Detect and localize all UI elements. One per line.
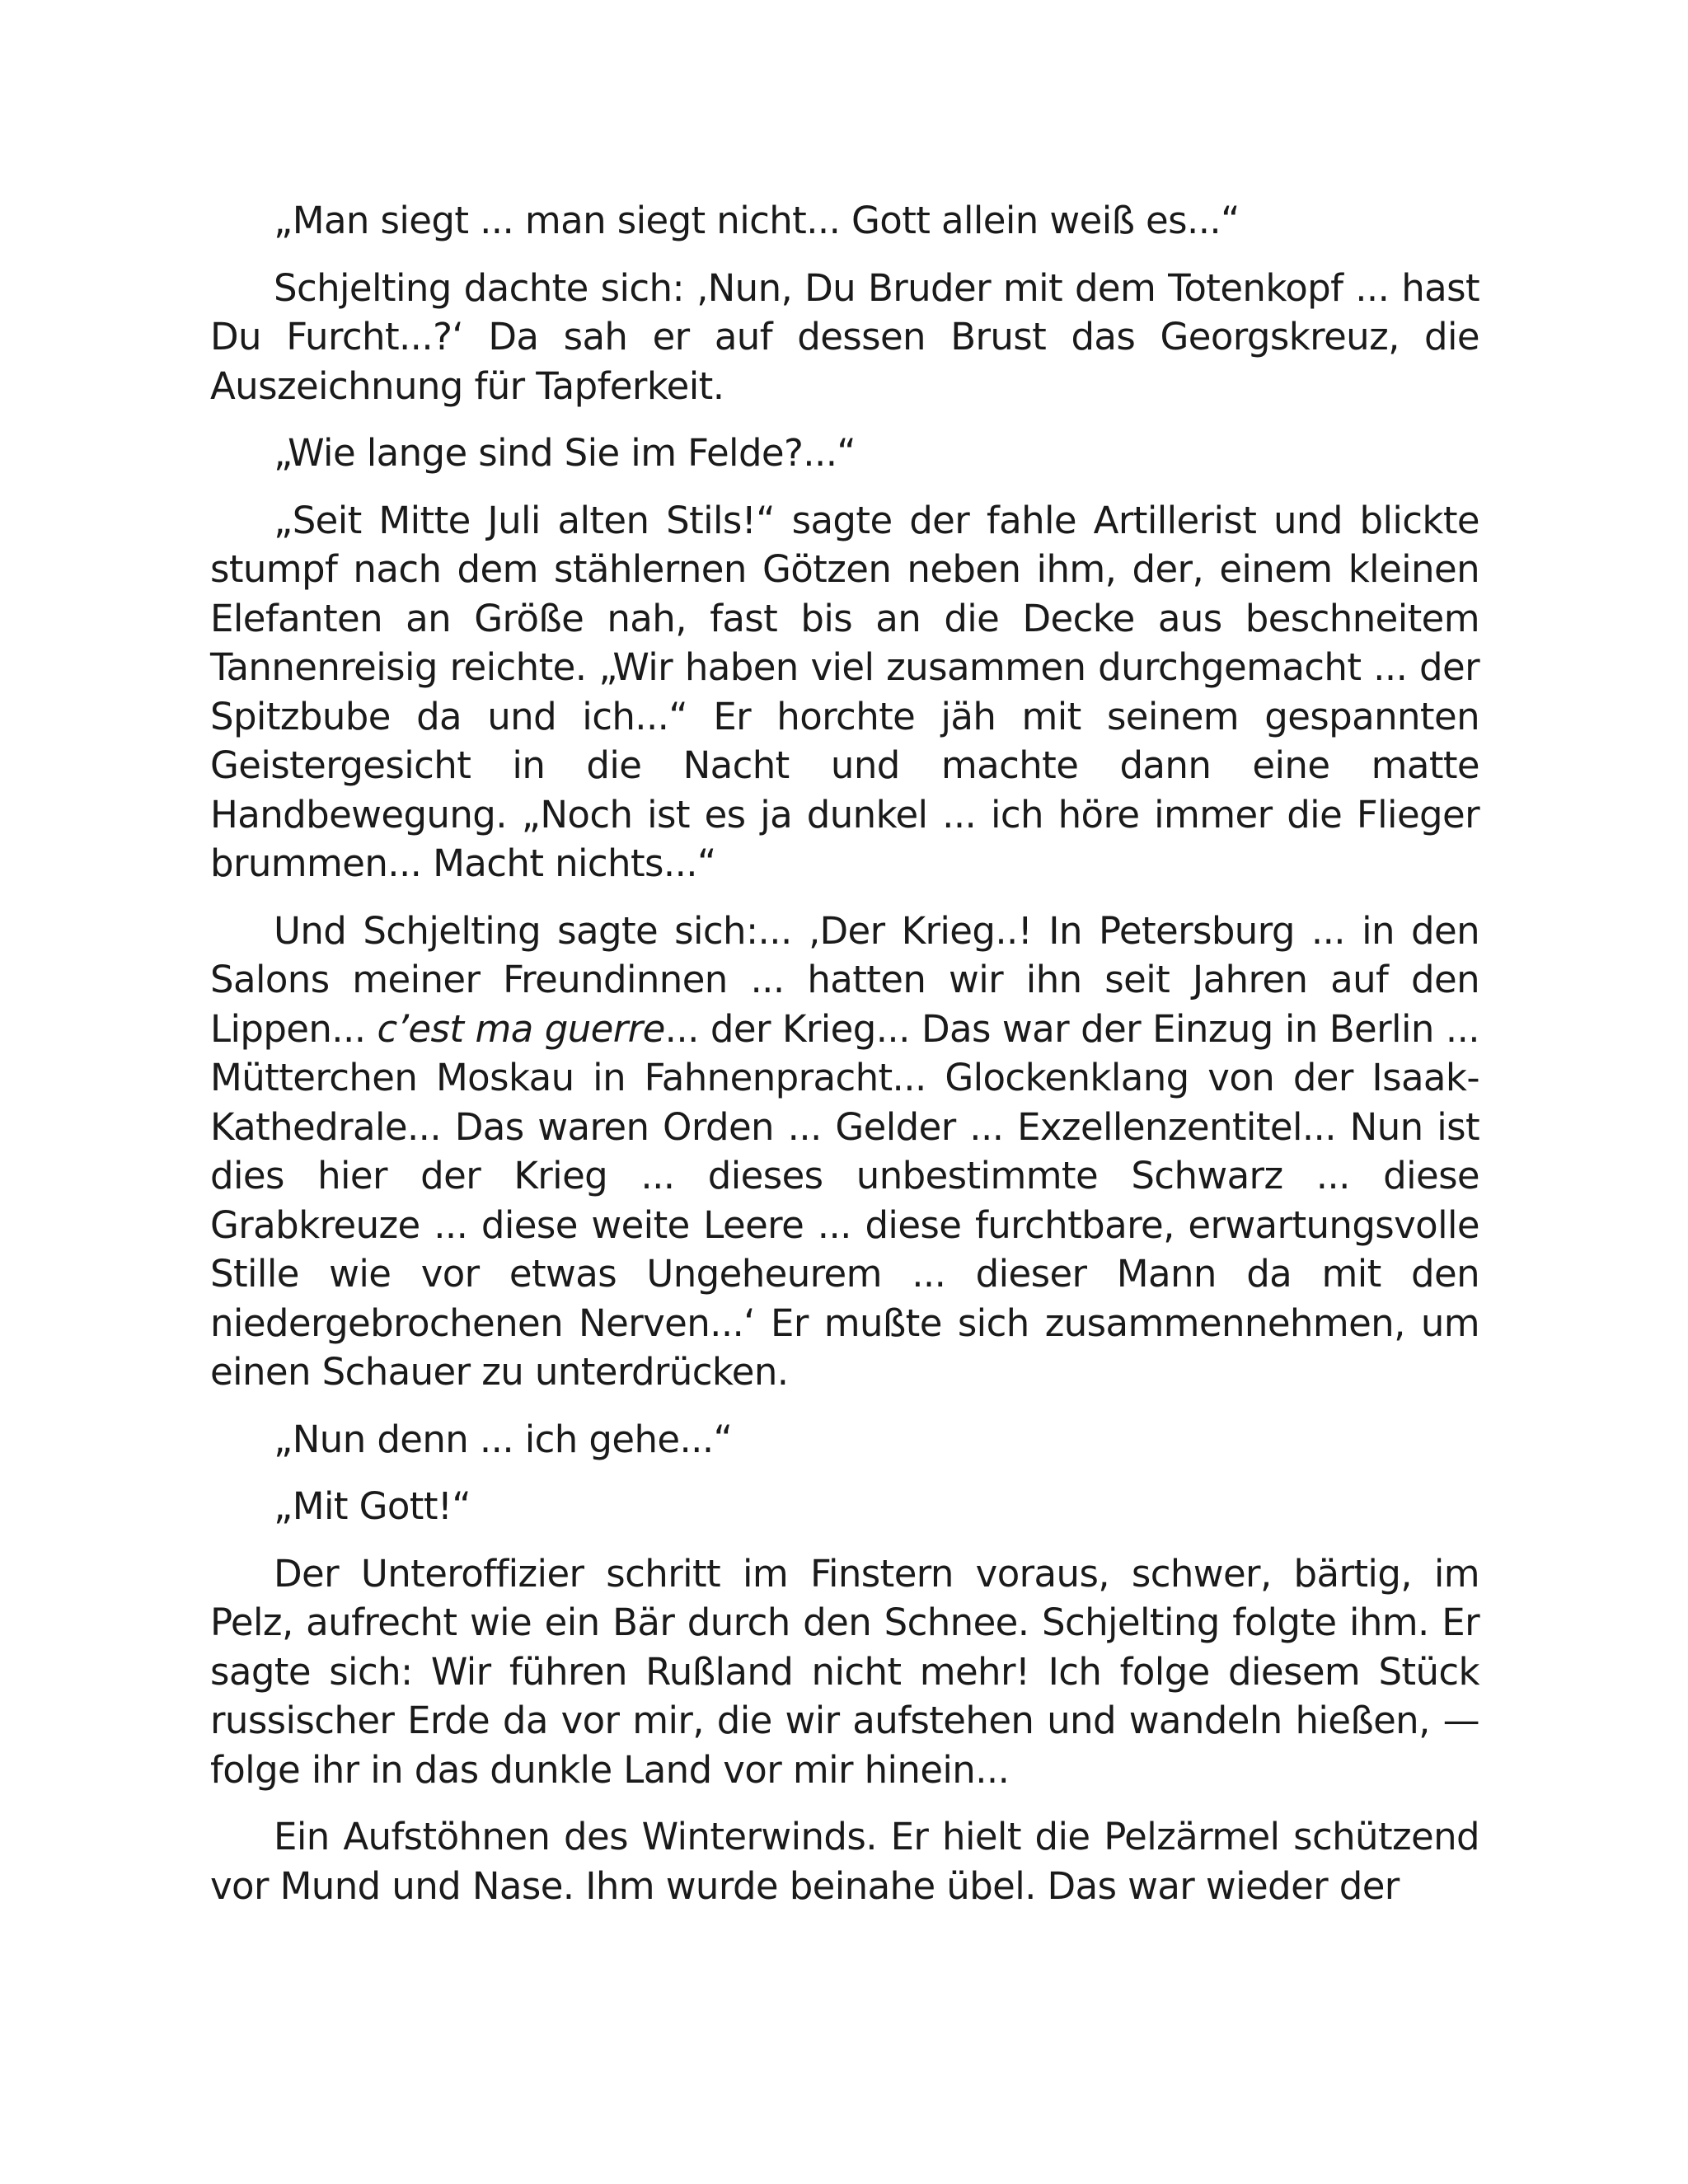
page-body bbox=[210, 196, 1479, 1910]
paragraph-text: „Nun denn ... ich gehe...“ bbox=[274, 1417, 733, 1461]
paragraph-4 bbox=[210, 496, 1479, 888]
paragraph-text: „Seit Mitte Juli alten Stils!“ sagte der fahle Artillerist und blickte stumpf nach dem stählernen Götzen neben ihm, der, einem kleinen Elefanten an Größe nah, fast bis an die Decke aus beschneitem Tannenreisig reichte. „Wir haben viel zusammen durchgemacht ... der Spitzbube da und ich...“ Er horchte jäh mit seinem gespannten Geistergesicht in die Nacht und machte dann eine matte Handbewegung. „Noch ist es ja dunkel ... ich höre immer die Flieger brummen... Macht nichts...“ bbox=[210, 498, 1479, 885]
paragraph-text: „Mit Gott!“ bbox=[274, 1484, 471, 1528]
paragraph-3 bbox=[210, 429, 1479, 478]
paragraph-5 bbox=[210, 907, 1479, 1397]
paragraph-7 bbox=[210, 1482, 1479, 1531]
paragraph-text: Der Unteroffizier schritt im Finstern voraus, schwer, bärtig, im Pelz, aufrecht wie ein Bär durch den Schnee. Schjelting folgte ihm. Er sagte sich: Wir führen Rußland nicht mehr! Ich folge diesem Stück russischer Erde da vor mir, die wir aufstehen und wandeln hießen, — folge ihr in das dunkle Land vor mir hinein... bbox=[210, 1551, 1479, 1792]
paragraph-1 bbox=[210, 196, 1479, 246]
paragraph-9 bbox=[210, 1812, 1479, 1910]
paragraph-text: Und Schjelting sagte sich:... ‚Der Krieg..! In Petersburg ... in den Salons meiner Freundinnen ... hatten wir ihn seit Jahren auf den Lippen... bbox=[210, 908, 1479, 1051]
paragraph-text: ... der Krieg... Das war der Einzug in Berlin ... Mütterchen Moskau in Fahnenpracht... Glockenklang von der Isaak-Kathedrale... Das waren Orden ... Gelder ... Exzellenzentitel... Nun ist dies hier der Krieg ... dieses unbestimmte Schwarz ... diese Grabkreuze ... diese weite Leere ... diese furchtbare, erwartungsvolle Stille wie vor etwas Ungeheurem ... dieser Mann da mit den niedergebrochenen Nerven...‘ Er mußte sich zusammennehmen, um einen Schauer zu unterdrücken. bbox=[210, 1006, 1479, 1394]
paragraph-6 bbox=[210, 1415, 1479, 1465]
paragraph-2 bbox=[210, 264, 1479, 411]
paragraph-text: „Man siegt ... man siegt nicht... Gott allein weiß es...“ bbox=[274, 199, 1240, 242]
italic-phrase: c’est ma guerre bbox=[377, 1006, 665, 1051]
paragraph-text: Schjelting dachte sich: ‚Nun, Du Bruder mit dem Totenkopf ... hast Du Furcht...?‘ Da sah er auf dessen Brust das Georgskreuz, die Auszeichnung für Tapferkeit. bbox=[210, 265, 1479, 408]
paragraph-8 bbox=[210, 1549, 1479, 1795]
paragraph-text: Ein Aufstöhnen des Winterwinds. Er hielt die Pelzärmel schützend vor Mund und Nase. Ihm wurde beinahe übel. Das war wieder der bbox=[210, 1815, 1479, 1908]
paragraph-text: „Wie lange sind Sie im Felde?...“ bbox=[274, 431, 856, 475]
